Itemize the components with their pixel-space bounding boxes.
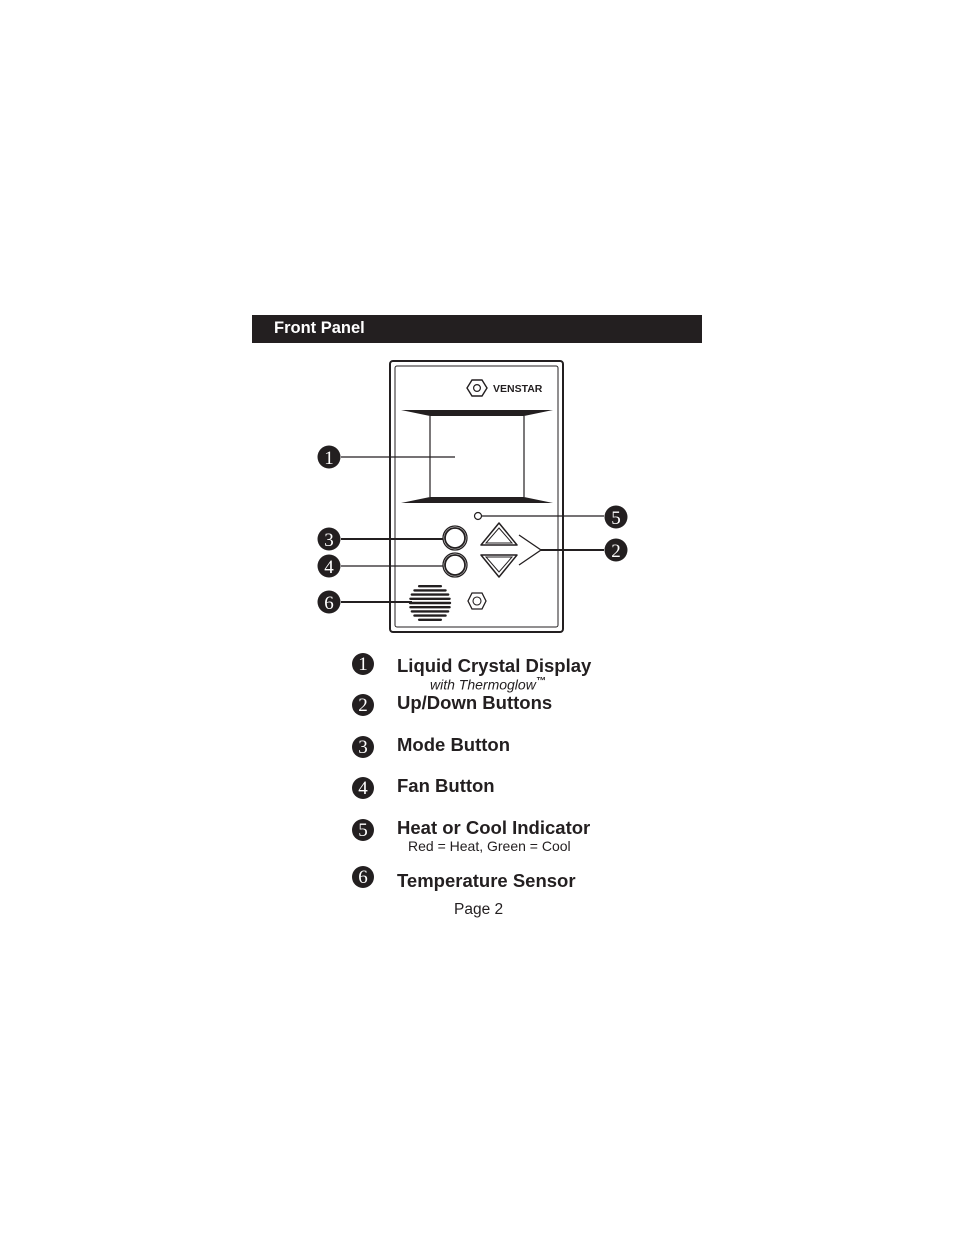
legend-number-6: 6 [352,866,374,888]
temperature-sensor-grille [410,586,450,620]
legend-label-mode: Mode Button [397,734,511,755]
legend-number-3: 3 [352,736,374,758]
thermoglow-text: with Thermoglow [430,676,536,693]
callout-3 [318,528,341,552]
callout-2 [605,539,628,563]
legend-label-sensor: Temperature Sensor [397,870,576,891]
page-number: Page 2 [454,901,504,918]
legend-number-5: 5 [352,819,374,841]
svg-text:5: 5 [611,508,621,529]
legend-label-lcd: Liquid Crystal Display [397,655,592,676]
legend-label-up-down: Up/Down Buttons [397,692,553,713]
callout-1 [318,446,341,470]
brand-name: VENSTAR [493,383,543,395]
legend-sub-indicator: Red = Heat, Green = Cool [408,838,571,854]
mode-button[interactable] [443,526,467,550]
legend-number-4: 4 [352,777,374,799]
svg-text:1: 1 [324,448,334,469]
venstar-logo [467,380,543,396]
svg-text:6: 6 [324,593,334,614]
callout-5 [605,506,628,530]
svg-text:4: 4 [324,557,334,578]
legend-label-fan: Fan Button [397,775,495,796]
legend-sub-thermoglow [430,676,546,693]
heat-cool-indicator [475,513,482,520]
legend-label-indicator: Heat or Cool Indicator [397,817,591,838]
legend-number-1: 1 [352,653,374,675]
callout-4 [318,555,341,579]
callout-6 [318,591,341,615]
svg-text:3: 3 [324,530,334,551]
screw-icon [468,593,486,609]
svg-text:2: 2 [611,541,621,562]
fan-button[interactable] [443,553,467,577]
section-title: Front Panel [274,319,365,337]
legend-number-2: 2 [352,694,374,716]
trademark-mark: ™ [535,676,546,687]
